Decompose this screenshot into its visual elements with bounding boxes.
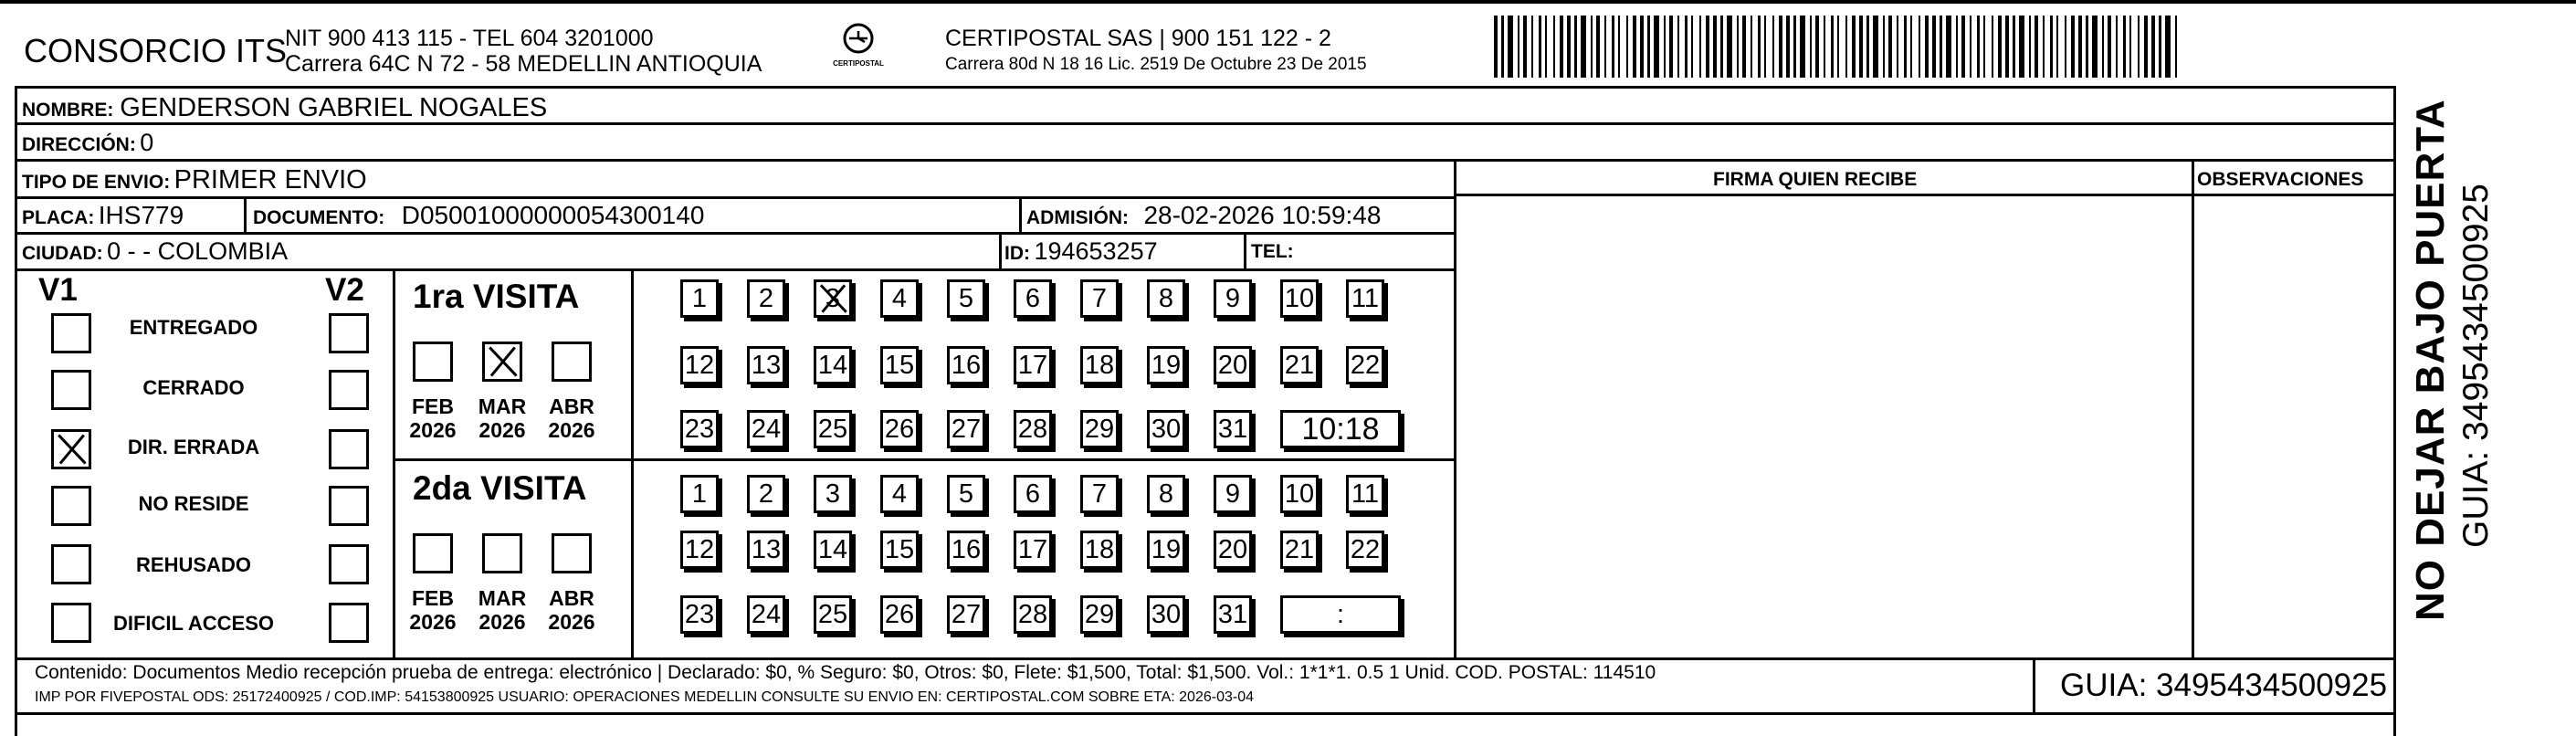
company-address: Carrera 64C N 72 - 58 MEDELLIN ANTIOQUIA (285, 51, 762, 77)
month-year: 2026 (409, 418, 457, 443)
observaciones-label: OBSERVACIONES (2197, 169, 2364, 190)
day-box[interactable]: 22 (1346, 531, 1384, 569)
documento-value: D05001000000054300140 (401, 201, 705, 229)
visit-title: 1ra VISITA (413, 278, 580, 315)
day-box[interactable]: 22 (1346, 346, 1384, 384)
month-label (470, 586, 534, 635)
ciudad-cell (22, 239, 288, 264)
admision-label: ADMISIÓN: (1026, 207, 1129, 228)
carrier-name: CERTIPOSTAL SAS | 900 151 122 - 2 (945, 26, 1331, 51)
day-box[interactable]: 12 (680, 531, 719, 569)
tel-sep (1244, 232, 1246, 268)
day-box[interactable]: 5 (947, 475, 985, 513)
side-guia: GUIA: 3495434500925 (2456, 184, 2496, 548)
v1-checkbox[interactable] (51, 544, 91, 584)
month-label (540, 586, 604, 635)
frame-bottom (15, 712, 2396, 715)
tipo-envio-label: TIPO DE ENVIO: (22, 172, 171, 193)
v2-label: V2 (325, 272, 364, 308)
id-sep (999, 232, 1002, 268)
day-box[interactable]: 28 (1014, 595, 1052, 634)
day-box[interactable]: 10 (1280, 279, 1319, 318)
tipo-envio-value: PRIMER ENVIO (173, 165, 367, 195)
day-box[interactable]: 27 (947, 410, 985, 448)
day-box[interactable]: 23 (680, 595, 719, 634)
day-box[interactable]: 2 (747, 279, 785, 318)
day-box[interactable]: 7 (1080, 279, 1119, 318)
v2-checkbox[interactable] (329, 370, 369, 410)
row-line-3 (15, 196, 1455, 199)
day-box[interactable]: 16 (947, 346, 985, 384)
frame-top (15, 86, 2395, 89)
day-box[interactable]: 27 (947, 595, 985, 634)
direccion-row (22, 131, 153, 155)
day-box[interactable]: 30 (1147, 595, 1185, 634)
day-box[interactable]: 1 (680, 475, 719, 513)
firma-header-line (1455, 194, 2192, 196)
day-box[interactable]: 19 (1147, 346, 1185, 384)
day-box[interactable]: 10 (1280, 475, 1319, 513)
day-box[interactable]: 20 (1214, 346, 1252, 384)
direccion-value: 0 (140, 129, 154, 156)
footer-imp-line: IMP POR FIVEPOSTAL ODS: 25172400925 / COD.IMP: 54153800925 USUARIO: OPERACIONES MEDELLIN CONSULTE SU ENVIO EN: CERTIPOSTAL.COM SOBRE ETA: 2026-03-04 (35, 689, 1254, 705)
day-box[interactable]: 3 (814, 279, 852, 318)
v1-checkbox[interactable] (51, 370, 91, 410)
day-box[interactable]: 25 (814, 595, 852, 634)
month-checkbox[interactable] (482, 342, 522, 382)
certipostal-logo (826, 18, 890, 73)
visit-title: 2da VISITA (413, 469, 587, 507)
admision-value: 28-02-2026 10:59:48 (1143, 201, 1382, 229)
day-box[interactable]: 15 (880, 346, 919, 384)
visit-separator (393, 458, 1455, 461)
tel-label: TEL: (1251, 241, 1294, 262)
documento-cell (253, 203, 704, 228)
placa-value: IHS779 (98, 201, 184, 229)
day-box[interactable]: 18 (1080, 531, 1119, 569)
day-box[interactable]: 26 (880, 595, 919, 634)
row-line-1 (15, 122, 2396, 125)
time-box[interactable]: : (1280, 595, 1401, 634)
v1-checkbox[interactable] (51, 603, 91, 643)
footer-guia-sep (2033, 657, 2035, 714)
day-box[interactable]: 1 (680, 279, 719, 318)
footer-top-line (15, 657, 2396, 660)
v1-checkbox[interactable] (51, 486, 91, 526)
nombre-row (22, 95, 547, 121)
day-box[interactable]: 24 (747, 595, 785, 634)
month-year: 2026 (548, 610, 595, 635)
day-box[interactable]: 29 (1080, 410, 1119, 448)
day-box[interactable]: 29 (1080, 595, 1119, 634)
day-box[interactable]: 15 (880, 531, 919, 569)
status-option-label: ENTREGADO (129, 316, 258, 339)
day-box[interactable]: 21 (1280, 531, 1319, 569)
day-box[interactable]: 25 (814, 410, 852, 448)
row-line-4 (15, 232, 1455, 235)
day-box[interactable]: 4 (880, 475, 919, 513)
carrier-license: Carrera 80d N 18 16 Lic. 2519 De Octubre 23 De 2015 (945, 55, 1367, 74)
direccion-label: DIRECCIÓN: (22, 134, 136, 155)
frame-left (15, 86, 17, 736)
v2-checkbox[interactable] (329, 544, 369, 584)
month-name: MAR (478, 394, 527, 418)
day-box[interactable]: 5 (947, 279, 985, 318)
day-box[interactable]: 11 (1346, 475, 1384, 513)
status-option-label: DIFICIL ACCESO (112, 612, 274, 635)
day-box[interactable]: 30 (1147, 410, 1185, 448)
month-checkbox[interactable] (552, 533, 592, 573)
day-box[interactable]: 26 (880, 410, 919, 448)
v2-checkbox[interactable] (329, 486, 369, 526)
placa-label: PLACA: (22, 207, 95, 228)
id-value: 194653257 (1034, 237, 1158, 265)
status-right-line (393, 268, 395, 659)
month-checkbox[interactable] (552, 342, 592, 382)
day-box[interactable]: 16 (947, 531, 985, 569)
month-name: ABR (549, 586, 594, 610)
month-checkbox[interactable] (413, 342, 453, 382)
firma-left-line (1454, 159, 1456, 659)
row-line-5 (15, 268, 1455, 271)
barcode (1494, 16, 2181, 78)
admision-sep (1019, 196, 1022, 233)
svg-text:CERTIPOSTAL: CERTIPOSTAL (833, 59, 884, 68)
day-box[interactable]: 2 (747, 475, 785, 513)
month-name: FEB (412, 394, 454, 418)
month-year: 2026 (548, 418, 595, 443)
day-box[interactable]: 28 (1014, 410, 1052, 448)
month-year: 2026 (409, 610, 457, 635)
company-nit: NIT 900 413 115 - TEL 604 3201000 (285, 26, 654, 51)
day-box[interactable]: 17 (1014, 531, 1052, 569)
day-box[interactable]: 18 (1080, 346, 1119, 384)
firma-label: FIRMA QUIEN RECIBE (1713, 169, 1918, 190)
day-box[interactable]: 13 (747, 346, 785, 384)
visit-days-sep (631, 268, 634, 659)
month-label (470, 394, 534, 443)
day-box[interactable]: 31 (1214, 595, 1252, 634)
month-year: 2026 (478, 610, 526, 635)
placa-cell (22, 203, 184, 228)
nombre-label: NOMBRE: (22, 100, 114, 121)
status-option-label: REHUSADO (136, 553, 251, 576)
day-box[interactable]: 6 (1014, 475, 1052, 513)
day-box[interactable]: 8 (1147, 279, 1185, 318)
month-name: MAR (478, 586, 527, 610)
day-box[interactable]: 20 (1214, 531, 1252, 569)
v1-checkbox[interactable] (51, 313, 91, 353)
v1-checkbox[interactable] (51, 429, 91, 469)
day-box[interactable]: 13 (747, 531, 785, 569)
month-checkbox[interactable] (413, 533, 453, 573)
day-box[interactable]: 12 (680, 346, 719, 384)
ciudad-label: CIUDAD: (22, 243, 103, 264)
day-box[interactable]: 17 (1014, 346, 1052, 384)
day-box[interactable]: 9 (1214, 279, 1252, 318)
day-box[interactable]: 14 (814, 531, 852, 569)
day-box[interactable]: 4 (880, 279, 919, 318)
company-name: CONSORCIO ITS (24, 32, 288, 69)
month-label (540, 394, 604, 443)
obs-left-line (2192, 159, 2194, 659)
day-box[interactable]: 24 (747, 410, 785, 448)
day-box[interactable]: 8 (1147, 475, 1185, 513)
side-warning: NO DEJAR BAJO PUERTA (2408, 99, 2453, 621)
obs-header-line (2192, 194, 2396, 196)
day-box[interactable]: 6 (1014, 279, 1052, 318)
time-box[interactable]: 10:18 (1280, 410, 1401, 448)
frame-right (2393, 86, 2396, 736)
month-name: FEB (412, 586, 454, 610)
row-line-2 (15, 159, 2396, 162)
day-box[interactable]: 9 (1214, 475, 1252, 513)
month-year: 2026 (478, 418, 526, 443)
nombre-value: GENDERSON GABRIEL NOGALES (120, 93, 548, 122)
status-option-label: DIR. ERRADA (127, 436, 260, 458)
admision-cell (1026, 203, 1381, 228)
v2-checkbox[interactable] (329, 429, 369, 469)
id-label: ID: (1004, 243, 1030, 264)
day-box[interactable]: 19 (1147, 531, 1185, 569)
v1-label: V1 (38, 272, 78, 308)
day-box[interactable]: 3 (814, 475, 852, 513)
footer-contenido: Contenido: Documentos Medio recepción prueba de entrega: electrónico | Declarado: $0, % Seguro: $0, Otros: $0, Flete: $1,500, Total: $1,500. Vol.: 1*1*1. 0.5 1 Unid. COD. POSTAL: 114510 (35, 662, 1656, 683)
day-box[interactable]: 31 (1214, 410, 1252, 448)
ciudad-value: 0 - - COLOMBIA (107, 237, 289, 265)
day-box[interactable]: 14 (814, 346, 852, 384)
day-box[interactable]: 21 (1280, 346, 1319, 384)
month-label (401, 394, 465, 443)
status-option-label: CERRADO (142, 376, 245, 399)
v2-checkbox[interactable] (329, 313, 369, 353)
month-name: ABR (549, 394, 594, 418)
placa-sep (244, 196, 247, 233)
day-box[interactable]: 23 (680, 410, 719, 448)
v2-checkbox[interactable] (329, 603, 369, 643)
id-cell (1004, 239, 1158, 264)
day-box[interactable]: 7 (1080, 475, 1119, 513)
tipo-envio-row (22, 167, 367, 194)
day-box[interactable]: 11 (1346, 279, 1384, 318)
top-edge-line (0, 0, 2576, 4)
month-label (401, 586, 465, 635)
month-checkbox[interactable] (482, 533, 522, 573)
status-option-label: NO RESIDE (138, 492, 249, 515)
documento-label: DOCUMENTO: (253, 207, 385, 228)
footer-guia: GUIA: 3495434500925 (2060, 668, 2388, 703)
